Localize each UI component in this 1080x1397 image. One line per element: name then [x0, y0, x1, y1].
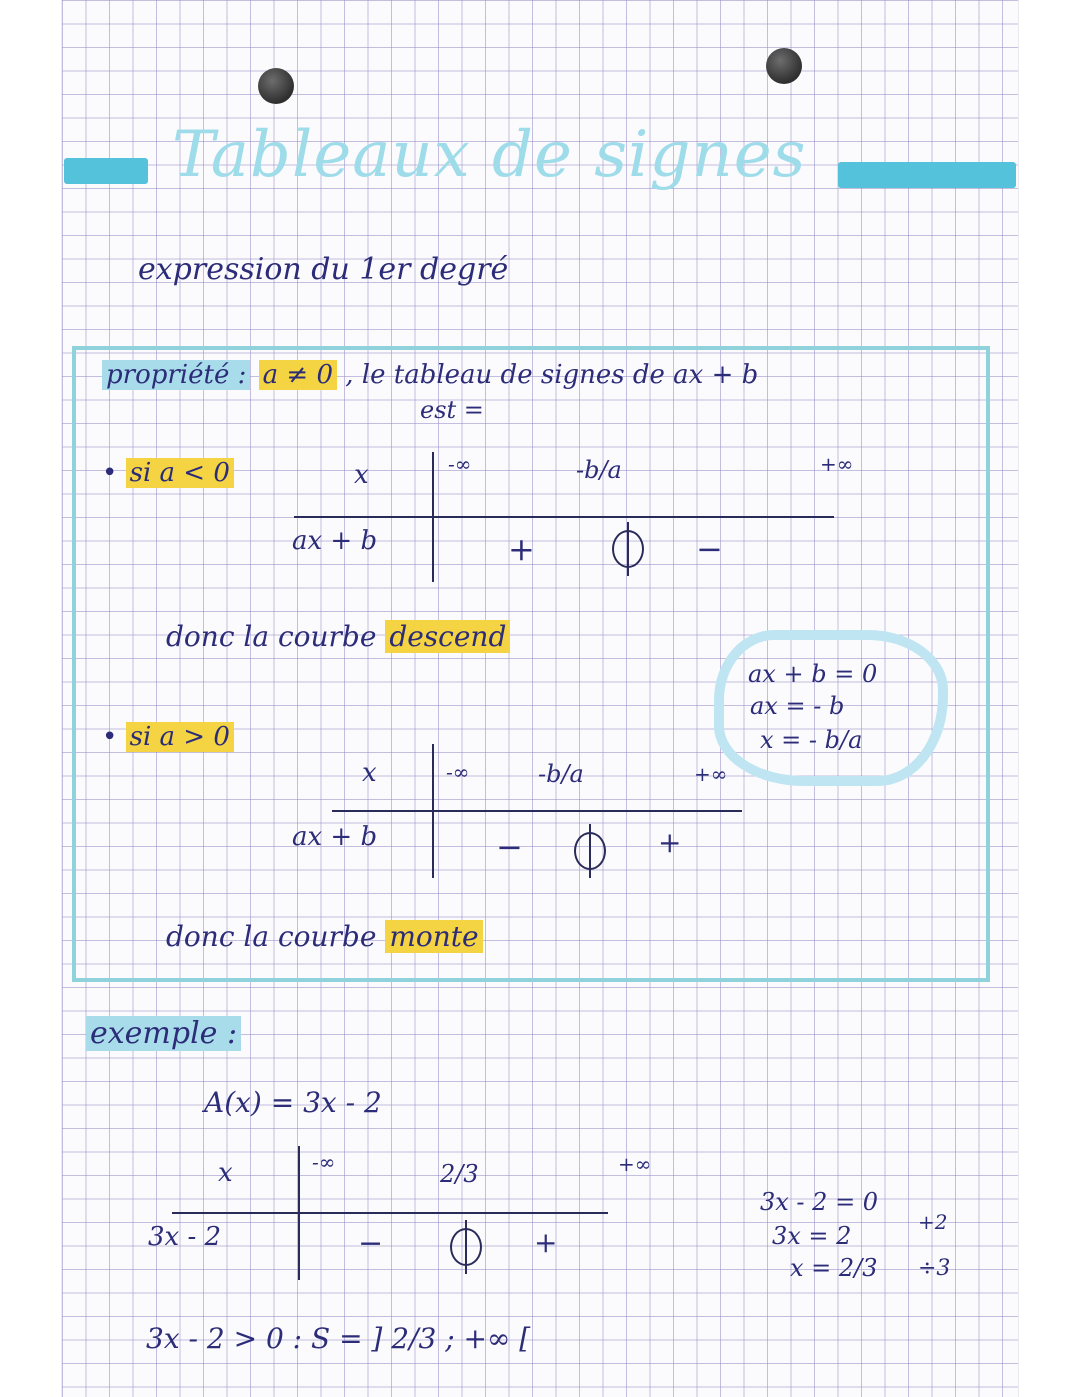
page-title: Tableaux de signes — [172, 118, 807, 192]
sign-right: − — [696, 530, 723, 568]
sign-left: − — [358, 1226, 384, 1261]
root-value: 2/3 — [440, 1160, 479, 1188]
case-neg-condition: si a < 0 — [126, 458, 234, 488]
root-value: -b/a — [576, 456, 622, 484]
case-pos-condition: si a > 0 — [126, 722, 234, 752]
row-label: 3x - 2 — [148, 1222, 222, 1252]
plus-infinity: +∞ — [694, 762, 728, 786]
plus-infinity: +∞ — [618, 1152, 652, 1176]
conclusion-text: donc la courbe — [166, 920, 377, 953]
example-step-2: ÷3 — [918, 1256, 951, 1281]
property-condition: a ≠ 0 — [259, 360, 337, 390]
cloud-line-3: x = - b/a — [760, 726, 863, 754]
sign-right: + — [658, 826, 682, 859]
x-label: x — [218, 1158, 233, 1188]
notebook-page — [62, 0, 1018, 1397]
example-side-line-2: 3x = 2 — [772, 1222, 852, 1250]
example-side-line-1: 3x - 2 = 0 — [760, 1188, 879, 1216]
example-label — [86, 1016, 241, 1051]
title-bar-right — [838, 162, 1016, 188]
cloud-line-1: ax + b = 0 — [748, 660, 878, 688]
example-step-1: +2 — [918, 1210, 948, 1234]
property-text: , le tableau de signes de ax + b — [345, 360, 759, 390]
zero-marker — [612, 530, 644, 568]
title-bar-left — [64, 158, 148, 184]
row-label: ax + b — [292, 822, 378, 852]
conclusion-word: monte — [385, 920, 482, 953]
row-label: ax + b — [292, 526, 378, 556]
sign-left: + — [508, 530, 535, 568]
zero-marker — [574, 832, 606, 870]
minus-infinity: -∞ — [312, 1150, 336, 1174]
root-value: -b/a — [538, 760, 584, 788]
example-function: A(x) = 3x - 2 — [204, 1086, 382, 1119]
conclusion-text: donc la courbe — [166, 620, 377, 653]
cloud-line-2: ax = - b — [750, 692, 845, 720]
punch-hole-right — [766, 48, 802, 84]
case-pos-label: • si a > 0 — [102, 722, 234, 752]
section-subtitle: expression du 1er degré — [138, 252, 509, 287]
punch-hole-left — [258, 68, 294, 104]
sign-right: + — [534, 1226, 558, 1259]
x-label: x — [354, 460, 369, 490]
property-header — [102, 360, 758, 390]
example-label-text: exemple : — [86, 1016, 241, 1051]
example-solution: 3x - 2 > 0 : S = ] 2/3 ; +∞ [ — [146, 1322, 531, 1355]
case-neg-label: • si a < 0 — [102, 458, 234, 488]
x-label: x — [362, 758, 377, 788]
minus-infinity: -∞ — [448, 452, 472, 476]
sign-left: − — [496, 828, 523, 866]
conclusion-pos — [166, 920, 483, 953]
property-text-2: est = — [420, 396, 484, 424]
plus-infinity: +∞ — [820, 452, 854, 476]
minus-infinity: -∞ — [446, 760, 470, 784]
zero-marker — [450, 1228, 482, 1266]
conclusion-word: descend — [385, 620, 510, 653]
example-side-line-3: x = 2/3 — [790, 1254, 878, 1282]
conclusion-neg — [166, 620, 510, 653]
property-label: propriété : — [102, 360, 250, 390]
